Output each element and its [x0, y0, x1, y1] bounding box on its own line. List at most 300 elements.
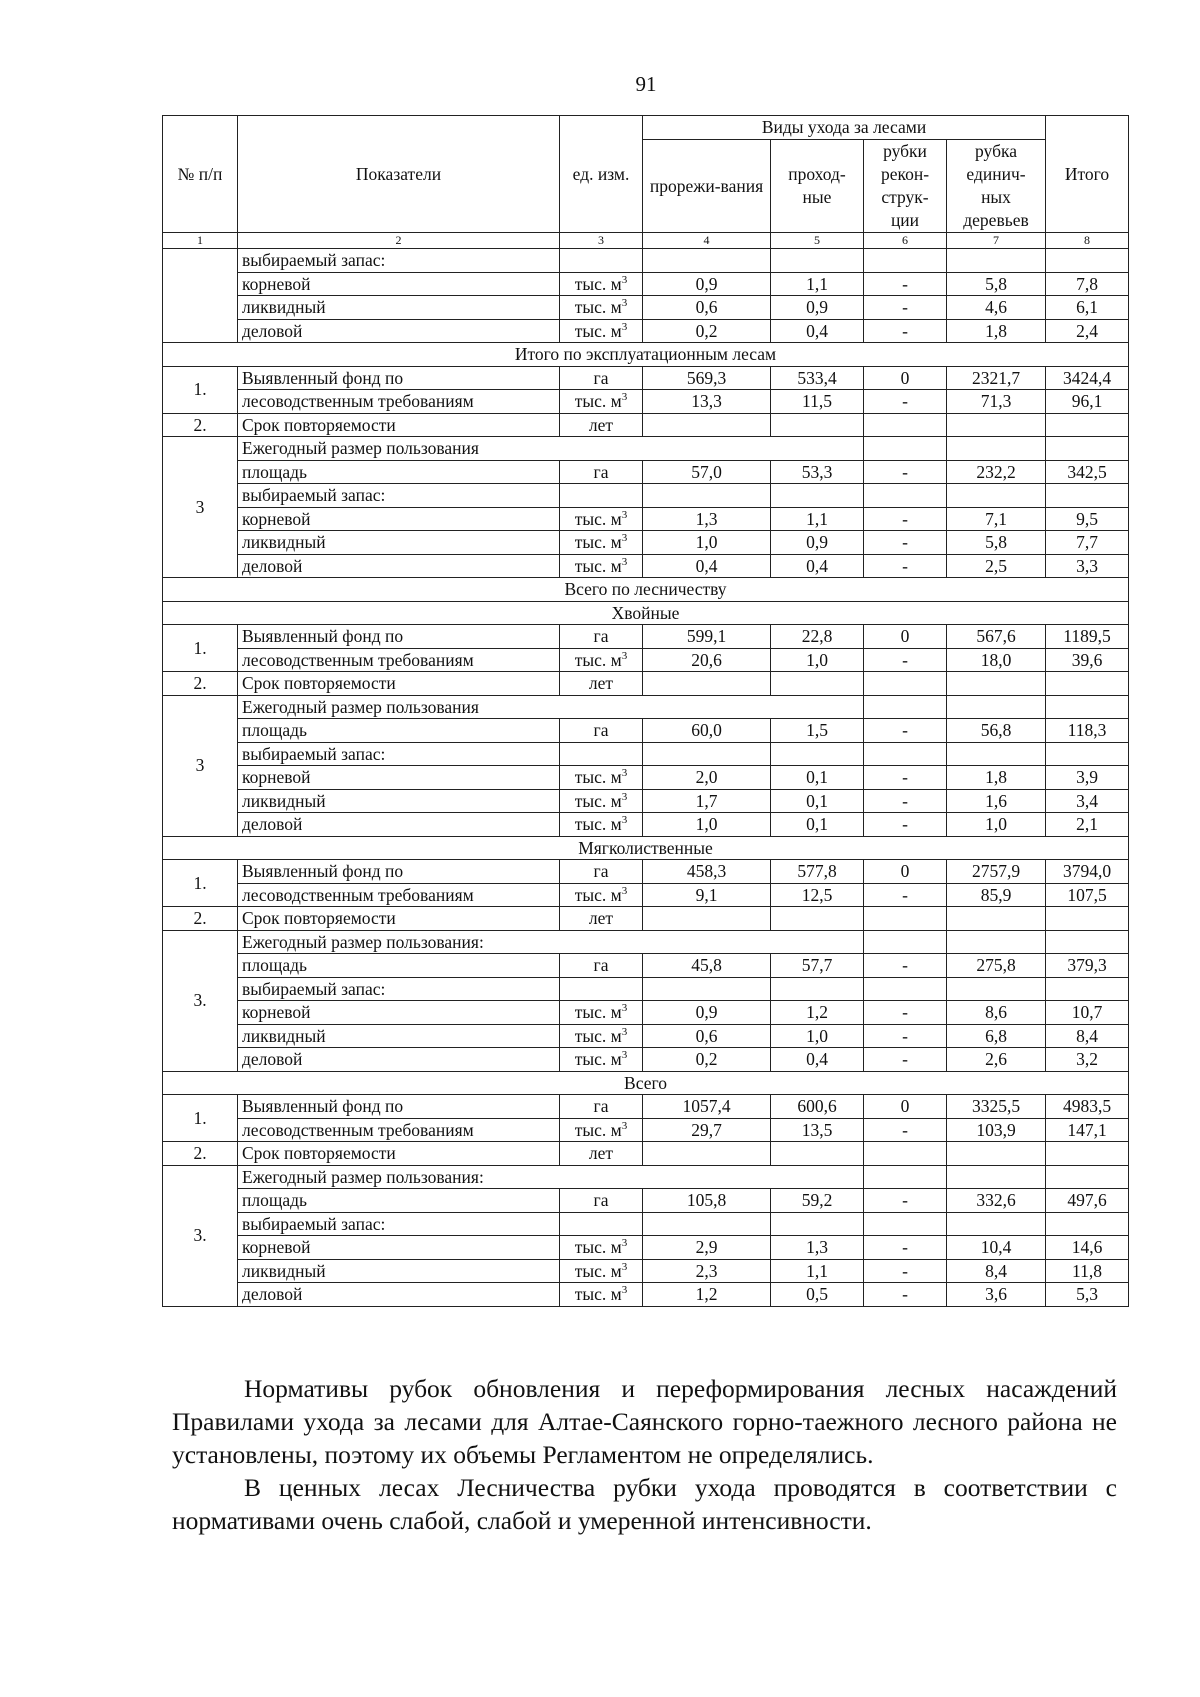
value-cell: 5,8 [947, 272, 1046, 296]
unit-superscript: 3 [621, 1049, 628, 1062]
value-cell: - [864, 766, 947, 790]
section-title: Всего [163, 1071, 1129, 1095]
value-cell: - [864, 813, 947, 837]
unit-cell: лет [560, 413, 643, 437]
header-single-trees: рубка единич-ных деревьев [947, 140, 1046, 233]
table-row [163, 507, 1129, 531]
value-cell: 3,4 [1046, 789, 1129, 813]
table-row [163, 719, 1129, 743]
value-cell: 3,2 [1046, 1048, 1129, 1072]
empty-cell [643, 1212, 771, 1236]
unit-cell: га [560, 460, 643, 484]
indicator-label: корневой [238, 1236, 560, 1260]
value-cell: 0,5 [771, 1283, 864, 1307]
table-row [163, 249, 1129, 273]
empty-cell [771, 672, 864, 696]
unit-cell: га [560, 954, 643, 978]
unit-cell [560, 319, 643, 343]
value-cell: 0,1 [771, 813, 864, 837]
empty-cell [1046, 672, 1129, 696]
empty-cell [947, 1142, 1046, 1166]
value-cell: - [864, 460, 947, 484]
empty-cell [643, 484, 771, 508]
value-cell: 0 [864, 860, 947, 884]
value-cell: 85,9 [947, 883, 1046, 907]
value-cell: 71,3 [947, 390, 1046, 414]
value-cell: - [864, 272, 947, 296]
value-cell: 1,5 [771, 719, 864, 743]
empty-cell [1046, 930, 1129, 954]
value-cell: 1,3 [771, 1236, 864, 1260]
unit-superscript: 3 [621, 273, 628, 286]
value-cell: - [864, 1283, 947, 1307]
section-title-row [163, 836, 1129, 860]
table-row [163, 366, 1129, 390]
value-cell: 599,1 [643, 625, 771, 649]
empty-cell [1046, 1212, 1129, 1236]
indicator-label: ликвидный [238, 1024, 560, 1048]
empty-cell [947, 695, 1046, 719]
empty-cell [864, 1212, 947, 1236]
table-row [163, 413, 1129, 437]
value-cell: 0,4 [771, 554, 864, 578]
empty-cell [947, 1212, 1046, 1236]
section-title: Мягколиственные [163, 836, 1129, 860]
value-cell: 0,4 [771, 1048, 864, 1072]
table-row [163, 648, 1129, 672]
value-cell: 1,2 [643, 1283, 771, 1307]
empty-cell [1046, 742, 1129, 766]
empty-cell [947, 484, 1046, 508]
value-cell: - [864, 390, 947, 414]
value-cell: 2,9 [643, 1236, 771, 1260]
value-cell: 1,1 [771, 272, 864, 296]
unit-cell [560, 1283, 643, 1307]
value-cell: 118,3 [1046, 719, 1129, 743]
value-cell: 1,2 [771, 1001, 864, 1025]
value-cell: - [864, 507, 947, 531]
unit-cell: га [560, 1189, 643, 1213]
empty-cell [864, 413, 947, 437]
table-row [163, 460, 1129, 484]
value-cell: 1,1 [771, 1259, 864, 1283]
indicator-label: корневой [238, 507, 560, 531]
value-cell: 0,6 [643, 1024, 771, 1048]
table-row [163, 1212, 1129, 1236]
table-row [163, 1283, 1129, 1307]
indicator-label: Ежегодный размер пользования [238, 695, 864, 719]
unit-superscript: 3 [621, 790, 628, 803]
indicator-label: Срок повторяемости [238, 413, 560, 437]
value-cell: 96,1 [1046, 390, 1129, 414]
empty-cell [643, 249, 771, 273]
paragraph-text: В ценных лесах Лесничества рубки ухода проводятся в соответствии с нормативами очень слабой, слабой и умеренной интенсивности. [172, 1473, 1117, 1535]
unit-cell [560, 766, 643, 790]
value-cell: 4,6 [947, 296, 1046, 320]
colnum: 8 [1046, 233, 1129, 249]
empty-cell [947, 672, 1046, 696]
value-cell: 3424,4 [1046, 366, 1129, 390]
forest-care-table [162, 115, 1129, 1307]
table-row [163, 272, 1129, 296]
value-cell: - [864, 1236, 947, 1260]
empty-cell [1046, 413, 1129, 437]
table-row [163, 1142, 1129, 1166]
table-row [163, 860, 1129, 884]
indicator-label: Срок повторяемости [238, 1142, 560, 1166]
value-cell: 0,1 [771, 766, 864, 790]
value-cell: 1,0 [643, 813, 771, 837]
empty-cell [947, 413, 1046, 437]
empty-cell [947, 437, 1046, 461]
value-cell: 57,7 [771, 954, 864, 978]
value-cell: 3,3 [1046, 554, 1129, 578]
value-cell: 5,3 [1046, 1283, 1129, 1307]
indicator-label: Выявленный фонд по [238, 366, 560, 390]
empty-cell [643, 672, 771, 696]
value-cell: 6,1 [1046, 296, 1129, 320]
value-cell: 7,8 [1046, 272, 1129, 296]
value-cell: 1,0 [947, 813, 1046, 837]
value-cell: 275,8 [947, 954, 1046, 978]
row-number: 3 [163, 437, 238, 578]
value-cell: - [864, 954, 947, 978]
value-cell: - [864, 648, 947, 672]
indicator-label: деловой [238, 554, 560, 578]
empty-cell [864, 249, 947, 273]
unit-text: тыс. м [574, 790, 622, 811]
indicator-label: Выявленный фонд по [238, 860, 560, 884]
unit-text: тыс. м [574, 1284, 622, 1304]
table-row [163, 954, 1129, 978]
unit-cell [560, 1048, 643, 1072]
value-cell: - [864, 719, 947, 743]
empty-cell [771, 977, 864, 1001]
indicator-label: корневой [238, 272, 560, 296]
empty-cell [864, 672, 947, 696]
table-row [163, 1189, 1129, 1213]
row-number: 2. [163, 413, 238, 437]
table-row [163, 1001, 1129, 1025]
value-cell: 2,5 [947, 554, 1046, 578]
value-cell: 3794,0 [1046, 860, 1129, 884]
unit-text: тыс. м [574, 273, 622, 294]
table-row [163, 554, 1129, 578]
unit-superscript: 3 [621, 532, 628, 545]
row-number-empty [163, 249, 238, 343]
empty-cell [1046, 977, 1129, 1001]
indicator-label: лесоводственным требованиям [238, 648, 560, 672]
row-number: 2. [163, 672, 238, 696]
value-cell: 1,8 [947, 766, 1046, 790]
value-cell: 2,4 [1046, 319, 1129, 343]
unit-text: тыс. м [574, 532, 622, 552]
indicator-label: площадь [238, 719, 560, 743]
value-cell: 147,1 [1046, 1118, 1129, 1142]
unit-text: тыс. м [574, 1237, 622, 1257]
colnum: 3 [560, 233, 643, 249]
table-row [163, 742, 1129, 766]
row-number: 2. [163, 907, 238, 931]
unit-superscript: 3 [621, 508, 628, 521]
indicator-label: деловой [238, 813, 560, 837]
table-row [163, 296, 1129, 320]
row-number: 1. [163, 1095, 238, 1142]
table-row [163, 1165, 1129, 1189]
section-title-row [163, 578, 1129, 602]
unit-text: тыс. м [574, 1002, 622, 1022]
empty-cell [560, 977, 643, 1001]
indicator-label: деловой [238, 319, 560, 343]
indicator-label: площадь [238, 1189, 560, 1213]
header-reconstruction: рубки рекон-струк-ции [864, 140, 947, 233]
header-indicator: Показатели [238, 116, 560, 233]
indicator-label: выбираемый запас: [238, 977, 560, 1001]
value-cell: 45,8 [643, 954, 771, 978]
unit-cell: га [560, 860, 643, 884]
indicator-label: Ежегодный размер пользования [238, 437, 864, 461]
value-cell: 0,6 [643, 296, 771, 320]
unit-superscript: 3 [621, 649, 628, 662]
unit-superscript: 3 [621, 767, 628, 780]
unit-superscript: 3 [621, 1002, 628, 1015]
value-cell: 0,2 [643, 1048, 771, 1072]
column-numbers-row [163, 233, 1129, 249]
value-cell: 569,3 [643, 366, 771, 390]
empty-cell [643, 977, 771, 1001]
value-cell: - [864, 1024, 947, 1048]
row-number: 1. [163, 625, 238, 672]
value-cell: 7,1 [947, 507, 1046, 531]
indicator-label: Срок повторяемости [238, 907, 560, 931]
section-title: Всего по лесничеству [163, 578, 1129, 602]
empty-cell [1046, 437, 1129, 461]
table-row [163, 907, 1129, 931]
row-number: 1. [163, 860, 238, 907]
value-cell: 13,5 [771, 1118, 864, 1142]
value-cell: 2,3 [643, 1259, 771, 1283]
section-subtitle-row [163, 601, 1129, 625]
unit-superscript: 3 [621, 320, 628, 333]
table-row [163, 930, 1129, 954]
indicator-label: выбираемый запас: [238, 742, 560, 766]
value-cell: 29,7 [643, 1118, 771, 1142]
empty-cell [771, 249, 864, 273]
table-row [163, 625, 1129, 649]
colnum: 4 [643, 233, 771, 249]
empty-cell [864, 484, 947, 508]
unit-cell [560, 1236, 643, 1260]
unit-text: тыс. м [574, 767, 622, 787]
section-title-row [163, 343, 1129, 367]
row-number: 3. [163, 930, 238, 1071]
value-cell: 1189,5 [1046, 625, 1129, 649]
empty-cell [643, 413, 771, 437]
header-passage: проход-ные [771, 140, 864, 233]
empty-cell [560, 742, 643, 766]
indicator-label: ликвидный [238, 1259, 560, 1283]
table-row [163, 484, 1129, 508]
value-cell: - [864, 789, 947, 813]
value-cell: 103,9 [947, 1118, 1046, 1142]
table-row [163, 1095, 1129, 1119]
value-cell: - [864, 296, 947, 320]
value-cell: 1,1 [771, 507, 864, 531]
row-number: 3 [163, 695, 238, 836]
indicator-label: выбираемый запас: [238, 249, 560, 273]
empty-cell [1046, 907, 1129, 931]
empty-cell [1046, 695, 1129, 719]
value-cell: 57,0 [643, 460, 771, 484]
value-cell: 600,6 [771, 1095, 864, 1119]
empty-cell [864, 907, 947, 931]
indicator-label: площадь [238, 460, 560, 484]
indicator-label: лесоводственным требованиям [238, 883, 560, 907]
header-unit: ед. изм. [560, 116, 643, 233]
value-cell: 105,8 [643, 1189, 771, 1213]
empty-cell [947, 1165, 1046, 1189]
value-cell: 6,8 [947, 1024, 1046, 1048]
empty-cell [947, 907, 1046, 931]
value-cell: 0,9 [643, 1001, 771, 1025]
unit-text: тыс. м [574, 649, 622, 670]
row-number: 1. [163, 366, 238, 413]
table-body [163, 233, 1129, 1307]
value-cell: 0,4 [643, 554, 771, 578]
unit-cell: лет [560, 907, 643, 931]
empty-cell [643, 1142, 771, 1166]
unit-cell: га [560, 625, 643, 649]
value-cell: 11,5 [771, 390, 864, 414]
value-cell: 1,3 [643, 507, 771, 531]
indicator-label: выбираемый запас: [238, 1212, 560, 1236]
empty-cell [643, 742, 771, 766]
empty-cell [771, 1212, 864, 1236]
indicator-label: Ежегодный размер пользования: [238, 1165, 864, 1189]
value-cell: 22,8 [771, 625, 864, 649]
indicator-label: выбираемый запас: [238, 484, 560, 508]
unit-cell [560, 813, 643, 837]
header-num: № п/п [163, 116, 238, 233]
value-cell: 8,4 [1046, 1024, 1129, 1048]
table-row [163, 1259, 1129, 1283]
empty-cell [864, 1142, 947, 1166]
value-cell: 1,7 [643, 789, 771, 813]
value-cell: 60,0 [643, 719, 771, 743]
value-cell: 0 [864, 1095, 947, 1119]
table-row [163, 813, 1129, 837]
value-cell: 2,6 [947, 1048, 1046, 1072]
empty-cell [1046, 1142, 1129, 1166]
value-cell: 11,8 [1046, 1259, 1129, 1283]
unit-superscript: 3 [621, 1237, 628, 1250]
unit-text: тыс. м [574, 555, 622, 576]
unit-cell [560, 296, 643, 320]
table-row [163, 977, 1129, 1001]
value-cell: 8,6 [947, 1001, 1046, 1025]
header-group-title: Виды ухода за лесами [643, 116, 1046, 140]
indicator-label: ликвидный [238, 531, 560, 555]
indicator-label: Ежегодный размер пользования: [238, 930, 864, 954]
value-cell: 5,8 [947, 531, 1046, 555]
value-cell: 8,4 [947, 1259, 1046, 1283]
value-cell: 20,6 [643, 648, 771, 672]
unit-text: тыс. м [574, 814, 622, 834]
indicator-label: Выявленный фонд по [238, 1095, 560, 1119]
value-cell: 12,5 [771, 883, 864, 907]
empty-cell [643, 907, 771, 931]
unit-cell: га [560, 366, 643, 390]
empty-cell [947, 249, 1046, 273]
empty-cell [864, 1165, 947, 1189]
empty-cell [1046, 1165, 1129, 1189]
empty-cell [864, 930, 947, 954]
value-cell: 567,6 [947, 625, 1046, 649]
empty-cell [560, 249, 643, 273]
unit-cell [560, 272, 643, 296]
paragraph-renewal [172, 1372, 1117, 1471]
empty-cell [864, 695, 947, 719]
table-row [163, 672, 1129, 696]
value-cell: 1,0 [771, 1024, 864, 1048]
empty-cell [560, 1212, 643, 1236]
unit-superscript: 3 [621, 1025, 628, 1038]
value-cell: 2321,7 [947, 366, 1046, 390]
empty-cell [947, 930, 1046, 954]
row-number: 2. [163, 1142, 238, 1166]
indicator-label: ликвидный [238, 789, 560, 813]
unit-text: тыс. м [574, 1025, 622, 1046]
unit-text: тыс. м [574, 320, 622, 341]
value-cell: 9,5 [1046, 507, 1129, 531]
value-cell: 3,6 [947, 1283, 1046, 1307]
value-cell: 342,5 [1046, 460, 1129, 484]
indicator-label: деловой [238, 1283, 560, 1307]
value-cell: - [864, 1189, 947, 1213]
value-cell: 14,6 [1046, 1236, 1129, 1260]
section-subtitle: Хвойные [163, 601, 1129, 625]
unit-cell [560, 531, 643, 555]
unit-superscript: 3 [621, 814, 628, 827]
unit-cell: лет [560, 672, 643, 696]
indicator-label: лесоводственным требованиям [238, 390, 560, 414]
unit-cell [560, 507, 643, 531]
unit-superscript: 3 [621, 1284, 628, 1297]
table-row [163, 390, 1129, 414]
value-cell: 497,6 [1046, 1189, 1129, 1213]
header-thinning: прорежи-вания [643, 140, 771, 233]
value-cell: 7,7 [1046, 531, 1129, 555]
value-cell: 458,3 [643, 860, 771, 884]
colnum: 6 [864, 233, 947, 249]
indicator-label: корневой [238, 766, 560, 790]
empty-cell [771, 413, 864, 437]
indicator-label: лесоводственным требованиям [238, 1118, 560, 1142]
empty-cell [1046, 249, 1129, 273]
unit-text: тыс. м [574, 1049, 622, 1069]
empty-cell [947, 977, 1046, 1001]
empty-cell [864, 742, 947, 766]
value-cell: 2757,9 [947, 860, 1046, 884]
unit-cell [560, 648, 643, 672]
section-title-row [163, 1071, 1129, 1095]
empty-cell [560, 484, 643, 508]
paragraph-valuable-forests [172, 1471, 1117, 1537]
paragraph-text: Нормативы рубок обновления и переформирования лесных насаждений Правилами ухода за лесами для Алтае-Саянского горно-таежного лесного района не установлены, поэтому их объемы Регламентом не определялись. [172, 1374, 1117, 1469]
value-cell: 9,1 [643, 883, 771, 907]
empty-cell [1046, 484, 1129, 508]
indicator-label: корневой [238, 1001, 560, 1025]
